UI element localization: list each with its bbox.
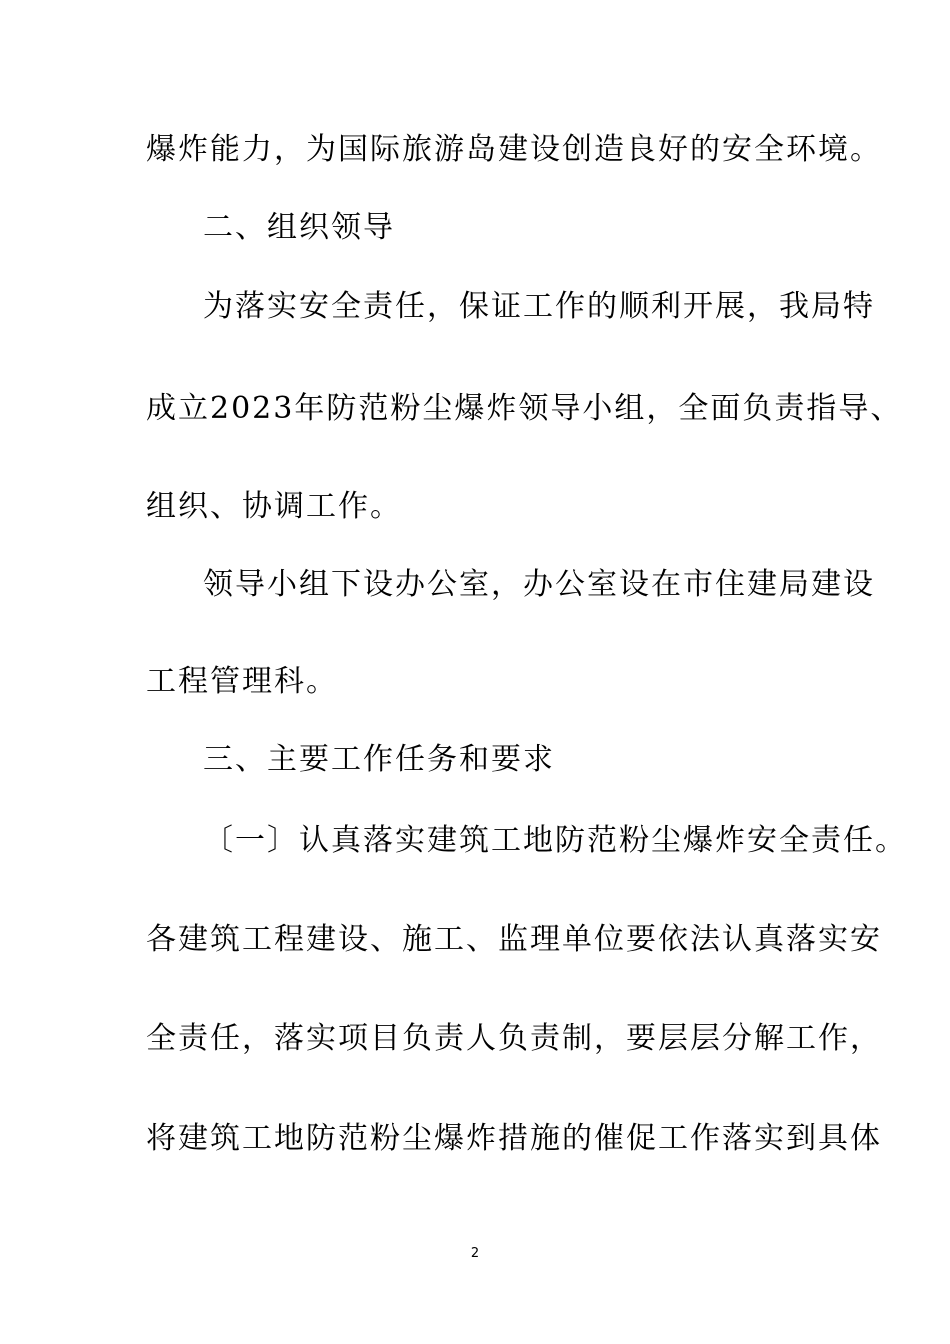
body-text-line: 组织、协调工作。 <box>146 489 402 524</box>
body-text-line: 各建筑工程建设、施工、监理单位要依法认真落实安 <box>146 922 882 957</box>
section-heading: 二、组织领导 <box>203 210 395 245</box>
body-text-line: 全责任，落实项目负责人负责制，要层层分解工作， <box>146 1021 882 1056</box>
subsection-heading: 〔一〕认真落实建筑工地防范粉尘爆炸安全责任。 <box>203 823 907 858</box>
body-text-line: 成立2023年防范粉尘爆炸领导小组，全面负责指导、 <box>146 391 903 426</box>
page-number: 2 <box>470 1246 480 1261</box>
body-text-line: 工程管理科。 <box>146 664 338 699</box>
body-text-line: 将建筑工地防范粉尘爆炸措施的催促工作落实到具体 <box>146 1121 882 1156</box>
body-text-line: 爆炸能力，为国际旅游岛建设创造良好的安全环境。 <box>146 132 882 167</box>
section-heading: 三、主要工作任务和要求 <box>203 742 555 777</box>
body-text-line: 领导小组下设办公室，办公室设在市住建局建设 <box>203 567 875 602</box>
body-text-line: 为落实安全责任，保证工作的顺利开展，我局特 <box>203 289 875 324</box>
